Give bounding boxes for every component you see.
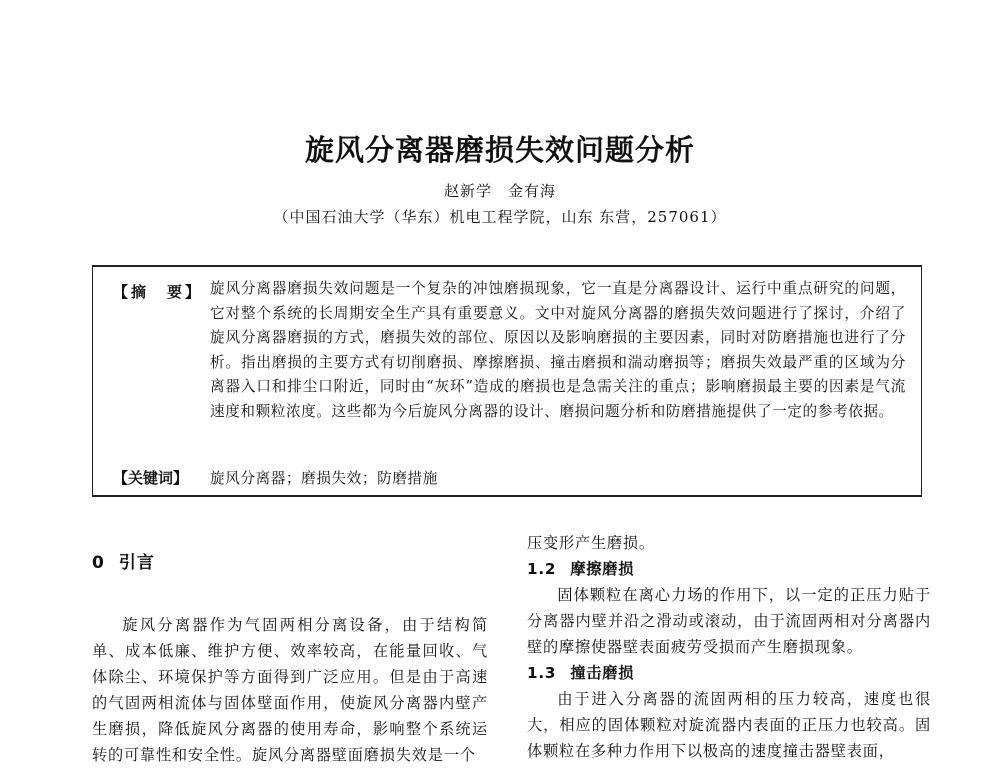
subsection-title: 撞击磨损 (570, 664, 635, 682)
section-number: 0 (92, 553, 105, 573)
affiliation: （中国石油大学（华东）机电工程学院，山东 东营，257061） (273, 208, 727, 226)
continuation-text: 压变形产生磨损。 (527, 534, 655, 552)
subsection-heading-1-3 (527, 660, 931, 686)
section-heading (92, 548, 488, 578)
section-title: 引言 (118, 553, 155, 573)
subsection-heading-1-2 (527, 556, 931, 582)
abstract-label: 【摘 要】 (113, 283, 204, 301)
right-column (527, 530, 931, 764)
friction-wear-paragraph: 固体颗粒在离心力场的作用下，以一定的正压力贴于分离器内壁并沿之滑动或滚动，由于流固两相对分离器内壁的摩擦使器壁表面疲劳受损而产生磨损现象。 (527, 586, 931, 656)
authors: 赵新学 金有海 (443, 182, 556, 200)
subsection-number: 1.3 (527, 664, 557, 682)
abstract-text: 旋风分离器磨损失效问题是一个复杂的冲蚀磨损现象，它一直是分离器设计、运行中重点研究的问题，它对整个系统的长周期安全生产具有重要意义。文中对旋风分离器的磨损失效问题进行了探讨，介绍了旋风分离器磨损的方式，磨损失效的部位、原因以及影响磨损的主要因素，同时对防磨措施也进行了分析。指出磨损的主要方式有切削磨损、摩擦磨损、撞击磨损和湍动磨损等；磨损失效最严重的区域为分离器入口和排尘口附近，同时由“灰环”造成的磨损也是急需关注的重点；影响磨损最主要的因素是气流速度和颗粒浓度。这些都为今后旋风分离器的设计、磨损问题分析和防磨措施提供了一定的参考依据。 (210, 280, 906, 420)
keywords-text: 旋风分离器；磨损失效；防磨措施 (210, 470, 438, 487)
subsection-number: 1.2 (527, 560, 557, 578)
abstract-box (92, 265, 922, 497)
paper-title: 旋风分离器磨损失效问题分析 (304, 133, 695, 167)
keywords-label: 【关键词】 (113, 469, 189, 487)
subsection-title: 摩擦磨损 (570, 560, 635, 578)
impact-wear-paragraph: 由于进入分离器的流固两相的压力较高，速度也很大，相应的固体颗粒对旋流器内表面的正压力也较高。固体颗粒在多种力作用下以极高的速度撞击器壁表面， (527, 690, 931, 760)
left-column (92, 548, 488, 768)
intro-paragraph: 旋风分离器作为气固两相分离设备，由于结构简单、成本低廉、维护方便、效率较高，在能量回收、气体除尘、环境保护等方面得到广泛应用。但是由于高速的气固两相流体与固体壁面作用，使旋风分离器内壁产生磨损，降低旋风分离器的使用寿命，影响整个系统运转的可靠性和安全性。旋风分离器壁面磨损失效是一个 (92, 616, 488, 764)
